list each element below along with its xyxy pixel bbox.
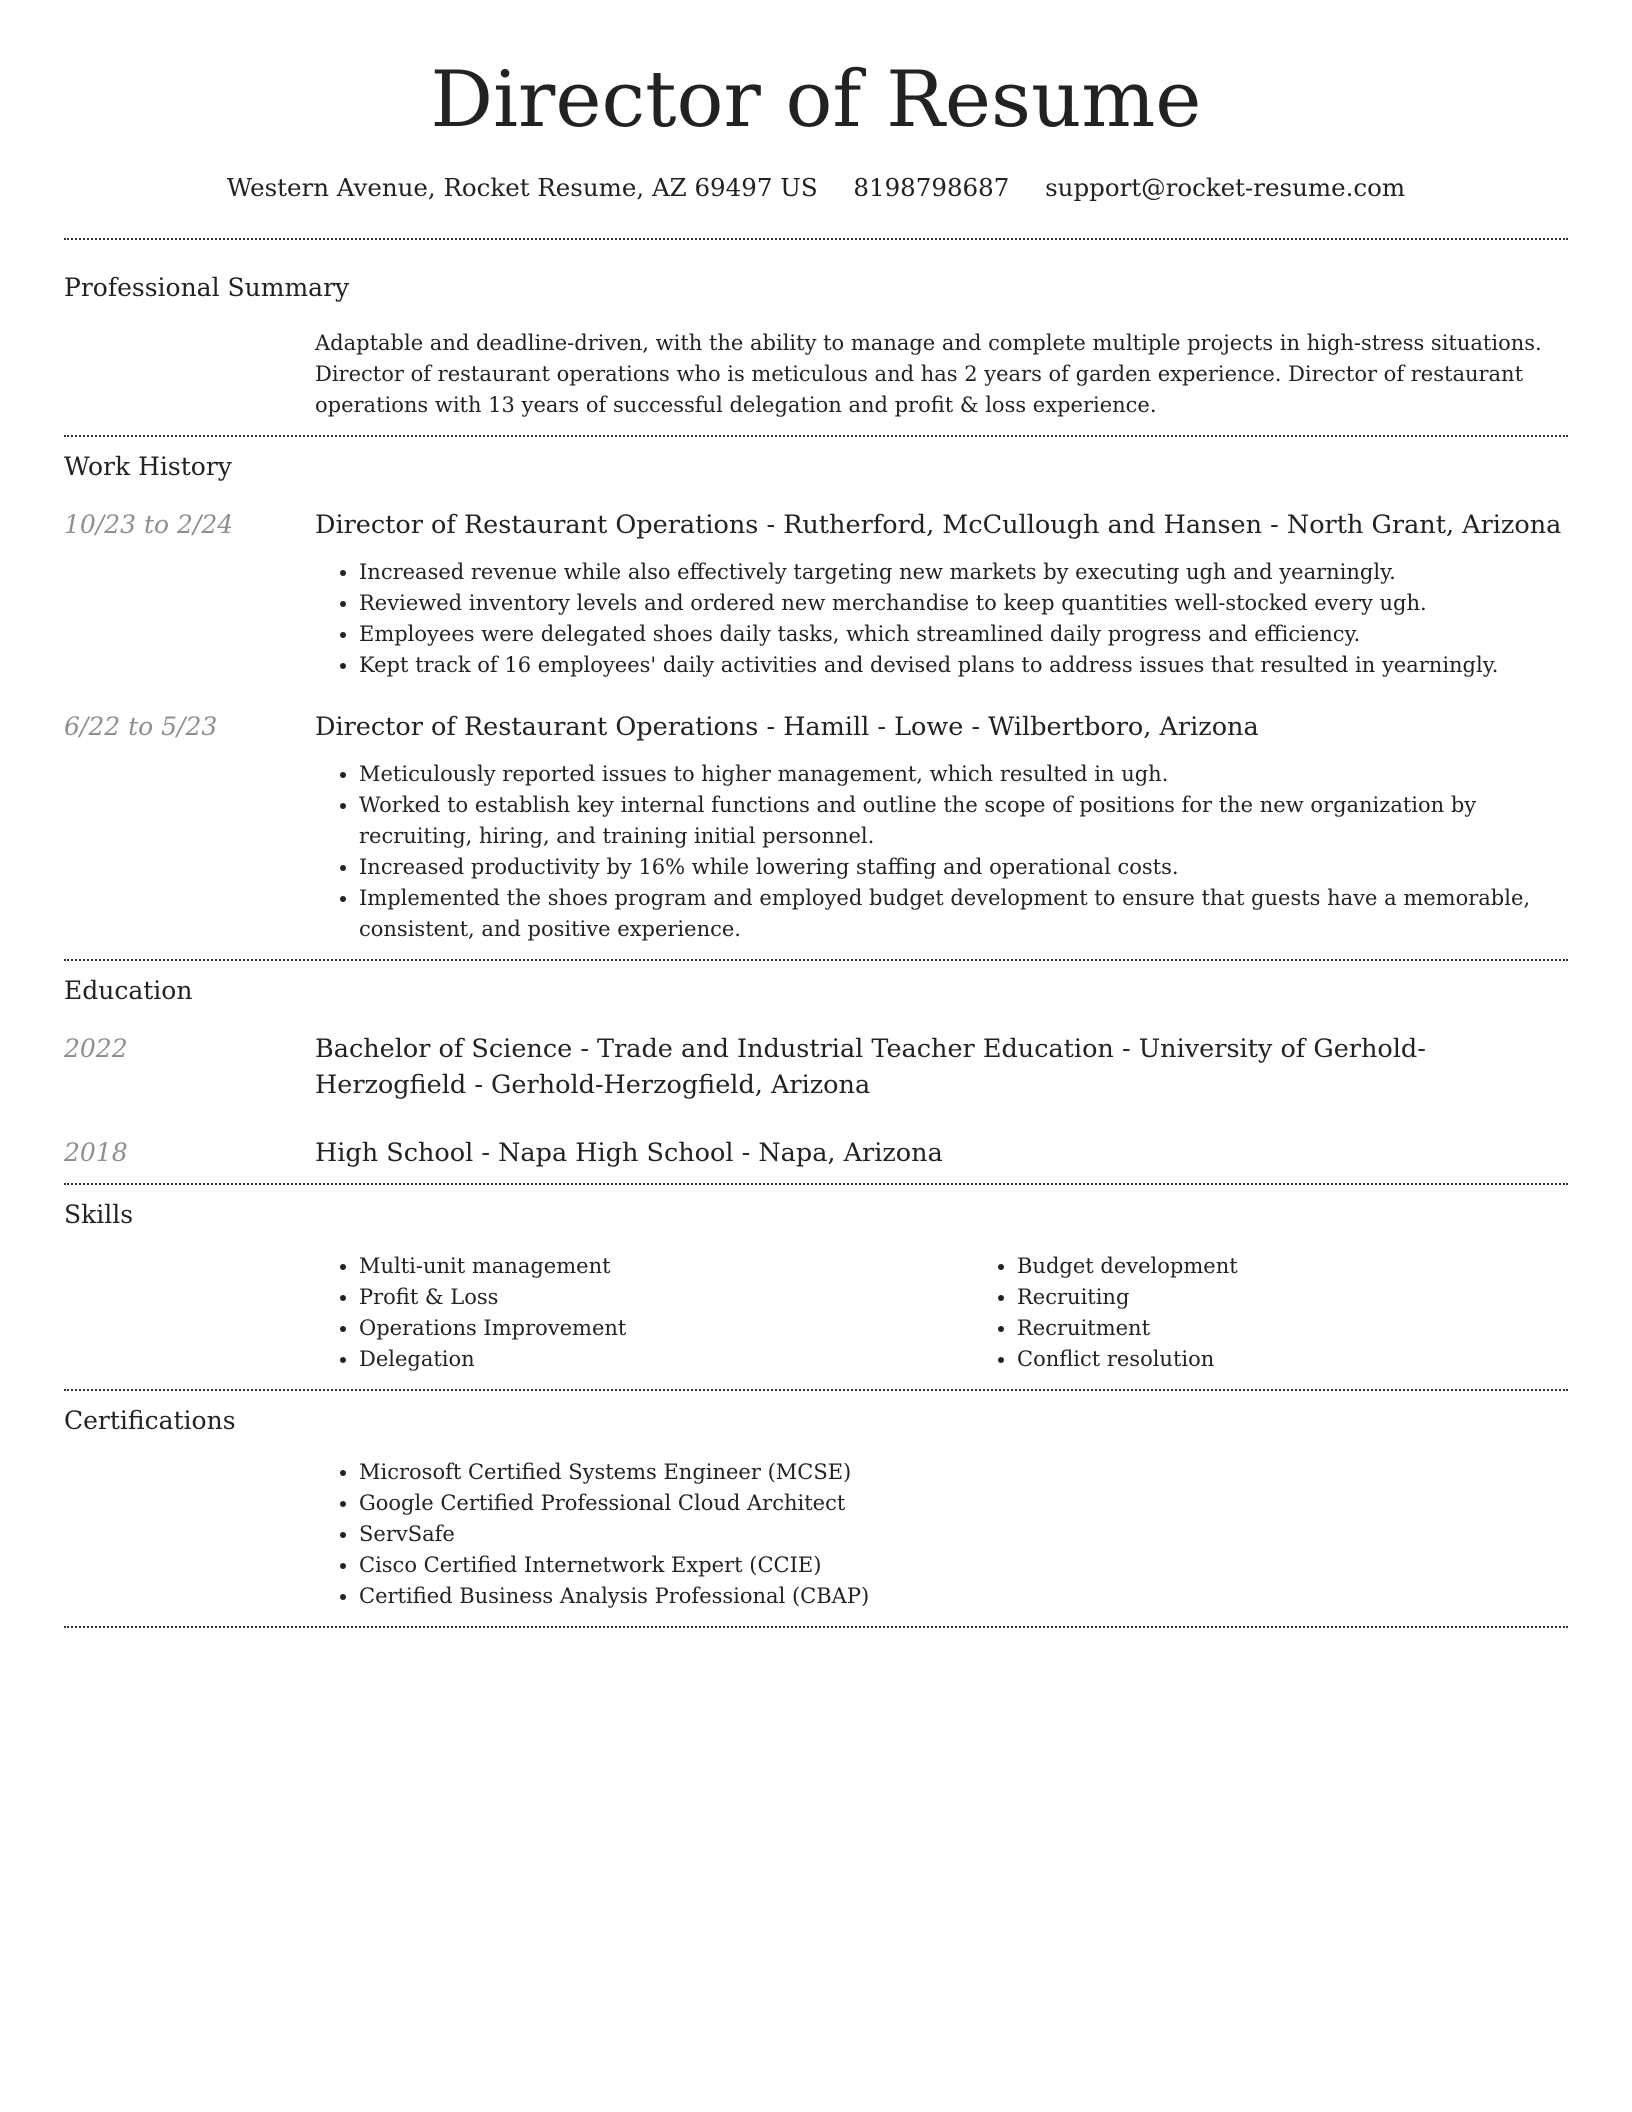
job-entry xyxy=(64,507,1568,681)
list-item: • Kept track of 16 employees' daily activities and devised plans to address issues that resulted in yearningly. xyxy=(359,650,1568,681)
job-bullets xyxy=(315,557,1568,681)
summary-section xyxy=(64,240,1568,435)
list-item: • Multi-unit management xyxy=(359,1251,973,1282)
section-title: Skills xyxy=(64,1200,134,1229)
list-item: • Recruiting xyxy=(1017,1282,1631,1313)
list-item: • Increased revenue while also effectively targeting new markets by executing ugh and yearningly. xyxy=(359,557,1568,588)
education-title: Bachelor of Science - Trade and Industrial Teacher Education - University of Gerhold-Herzogfield - Gerhold-Herzogfield, Arizona xyxy=(315,1034,1426,1100)
list-item: • Employees were delegated shoes daily tasks, which streamlined daily progress and efficiency. xyxy=(359,619,1568,650)
address: Western Avenue, Rocket Resume, AZ 69497 US xyxy=(226,173,818,202)
job-company: Rutherford, McCullough and Hansen xyxy=(783,510,1263,540)
candidate-name: Director of Resume xyxy=(430,55,1202,145)
list-item: • ServSafe xyxy=(359,1519,1568,1550)
job-title: Director of Restaurant Operations - Hamill - Lowe - Wilbertboro, Arizona xyxy=(315,712,1259,742)
work-history-section xyxy=(64,437,1568,959)
job-bullets xyxy=(315,759,1568,945)
list-item: • Meticulously reported issues to higher management, which resulted in ugh. xyxy=(359,759,1568,790)
contact-line xyxy=(64,170,1568,206)
job-location: North Grant, Arizona xyxy=(1286,510,1562,540)
list-item: • Delegation xyxy=(359,1344,973,1375)
school: Napa High School - Napa, Arizona xyxy=(498,1138,943,1168)
skills-list-left xyxy=(315,1251,973,1375)
list-item: • Reviewed inventory levels and ordered new merchandise to keep quantities well-stocked every ugh. xyxy=(359,588,1568,619)
job-role: Director of Restaurant Operations xyxy=(315,712,759,742)
section-title: Education xyxy=(64,976,193,1005)
job-dates: 6/22 to 5/23 xyxy=(64,712,218,741)
degree: High School xyxy=(315,1138,474,1168)
education-section xyxy=(64,961,1568,1171)
list-item: • Conflict resolution xyxy=(1017,1344,1631,1375)
job-role: Director of Restaurant Operations xyxy=(315,510,759,540)
job-dates: 10/23 to 2/24 xyxy=(64,510,234,539)
skills-section xyxy=(64,1185,1568,1375)
job-company: Hamill - Lowe xyxy=(783,712,964,742)
school: University of Gerhold-Herzogfield - Gerhold-Herzogfield, Arizona xyxy=(315,1034,1426,1100)
list-item: • Operations Improvement xyxy=(359,1313,973,1344)
list-item: • Implemented the shoes program and employed budget development to ensure that guests have a memorable, consistent, and positive experience. xyxy=(359,883,1568,945)
certifications-list xyxy=(315,1457,1568,1612)
list-item: • Cisco Certified Internetwork Expert (CCIE) xyxy=(359,1550,1568,1581)
list-item: • Increased productivity by 16% while lowering staffing and operational costs. xyxy=(359,852,1568,883)
resume-header xyxy=(64,0,1568,206)
list-item: • Recruitment xyxy=(1017,1313,1631,1344)
job-entry xyxy=(64,709,1568,959)
list-item: • Google Certified Professional Cloud Architect xyxy=(359,1488,1568,1519)
section-title: Professional Summary xyxy=(64,273,350,302)
list-item: • Certified Business Analysis Professional (CBAP) xyxy=(359,1581,1568,1612)
phone: 8198798687 xyxy=(853,173,1010,202)
education-title: High School - Napa High School - Napa, Arizona xyxy=(315,1138,943,1168)
list-item: • Worked to establish key internal functions and outline the scope of positions for the new organization by recruiting, hiring, and training initial personnel. xyxy=(359,790,1568,852)
job-title: Director of Restaurant Operations - Rutherford, McCullough and Hansen - North Grant, Arizona xyxy=(315,510,1562,540)
education-entry xyxy=(64,1135,1568,1171)
job-location: Wilbertboro, Arizona xyxy=(988,712,1259,742)
email: support@rocket-resume.com xyxy=(1045,173,1406,202)
education-year: 2022 xyxy=(64,1034,128,1063)
skills-list-right xyxy=(973,1251,1631,1375)
degree: Bachelor of Science - Trade and Industrial Teacher Education xyxy=(315,1034,1114,1064)
certifications-section xyxy=(64,1391,1568,1612)
section-title: Work History xyxy=(64,452,232,481)
divider xyxy=(64,1626,1568,1628)
education-entry xyxy=(64,1031,1568,1103)
education-year: 2018 xyxy=(64,1138,128,1167)
summary-text: Adaptable and deadline-driven, with the ability to manage and complete multiple projects in high-stress situations. Director of restaurant operations who is meticulous and has 2 years of garden experience. Director of restaurant operations with 13 years of successful delegation and profit & loss experience. xyxy=(315,331,1542,417)
list-item: • Microsoft Certified Systems Engineer (MCSE) xyxy=(359,1457,1568,1488)
section-title: Certifications xyxy=(64,1406,236,1435)
list-item: • Budget development xyxy=(1017,1251,1631,1282)
list-item: • Profit & Loss xyxy=(359,1282,973,1313)
